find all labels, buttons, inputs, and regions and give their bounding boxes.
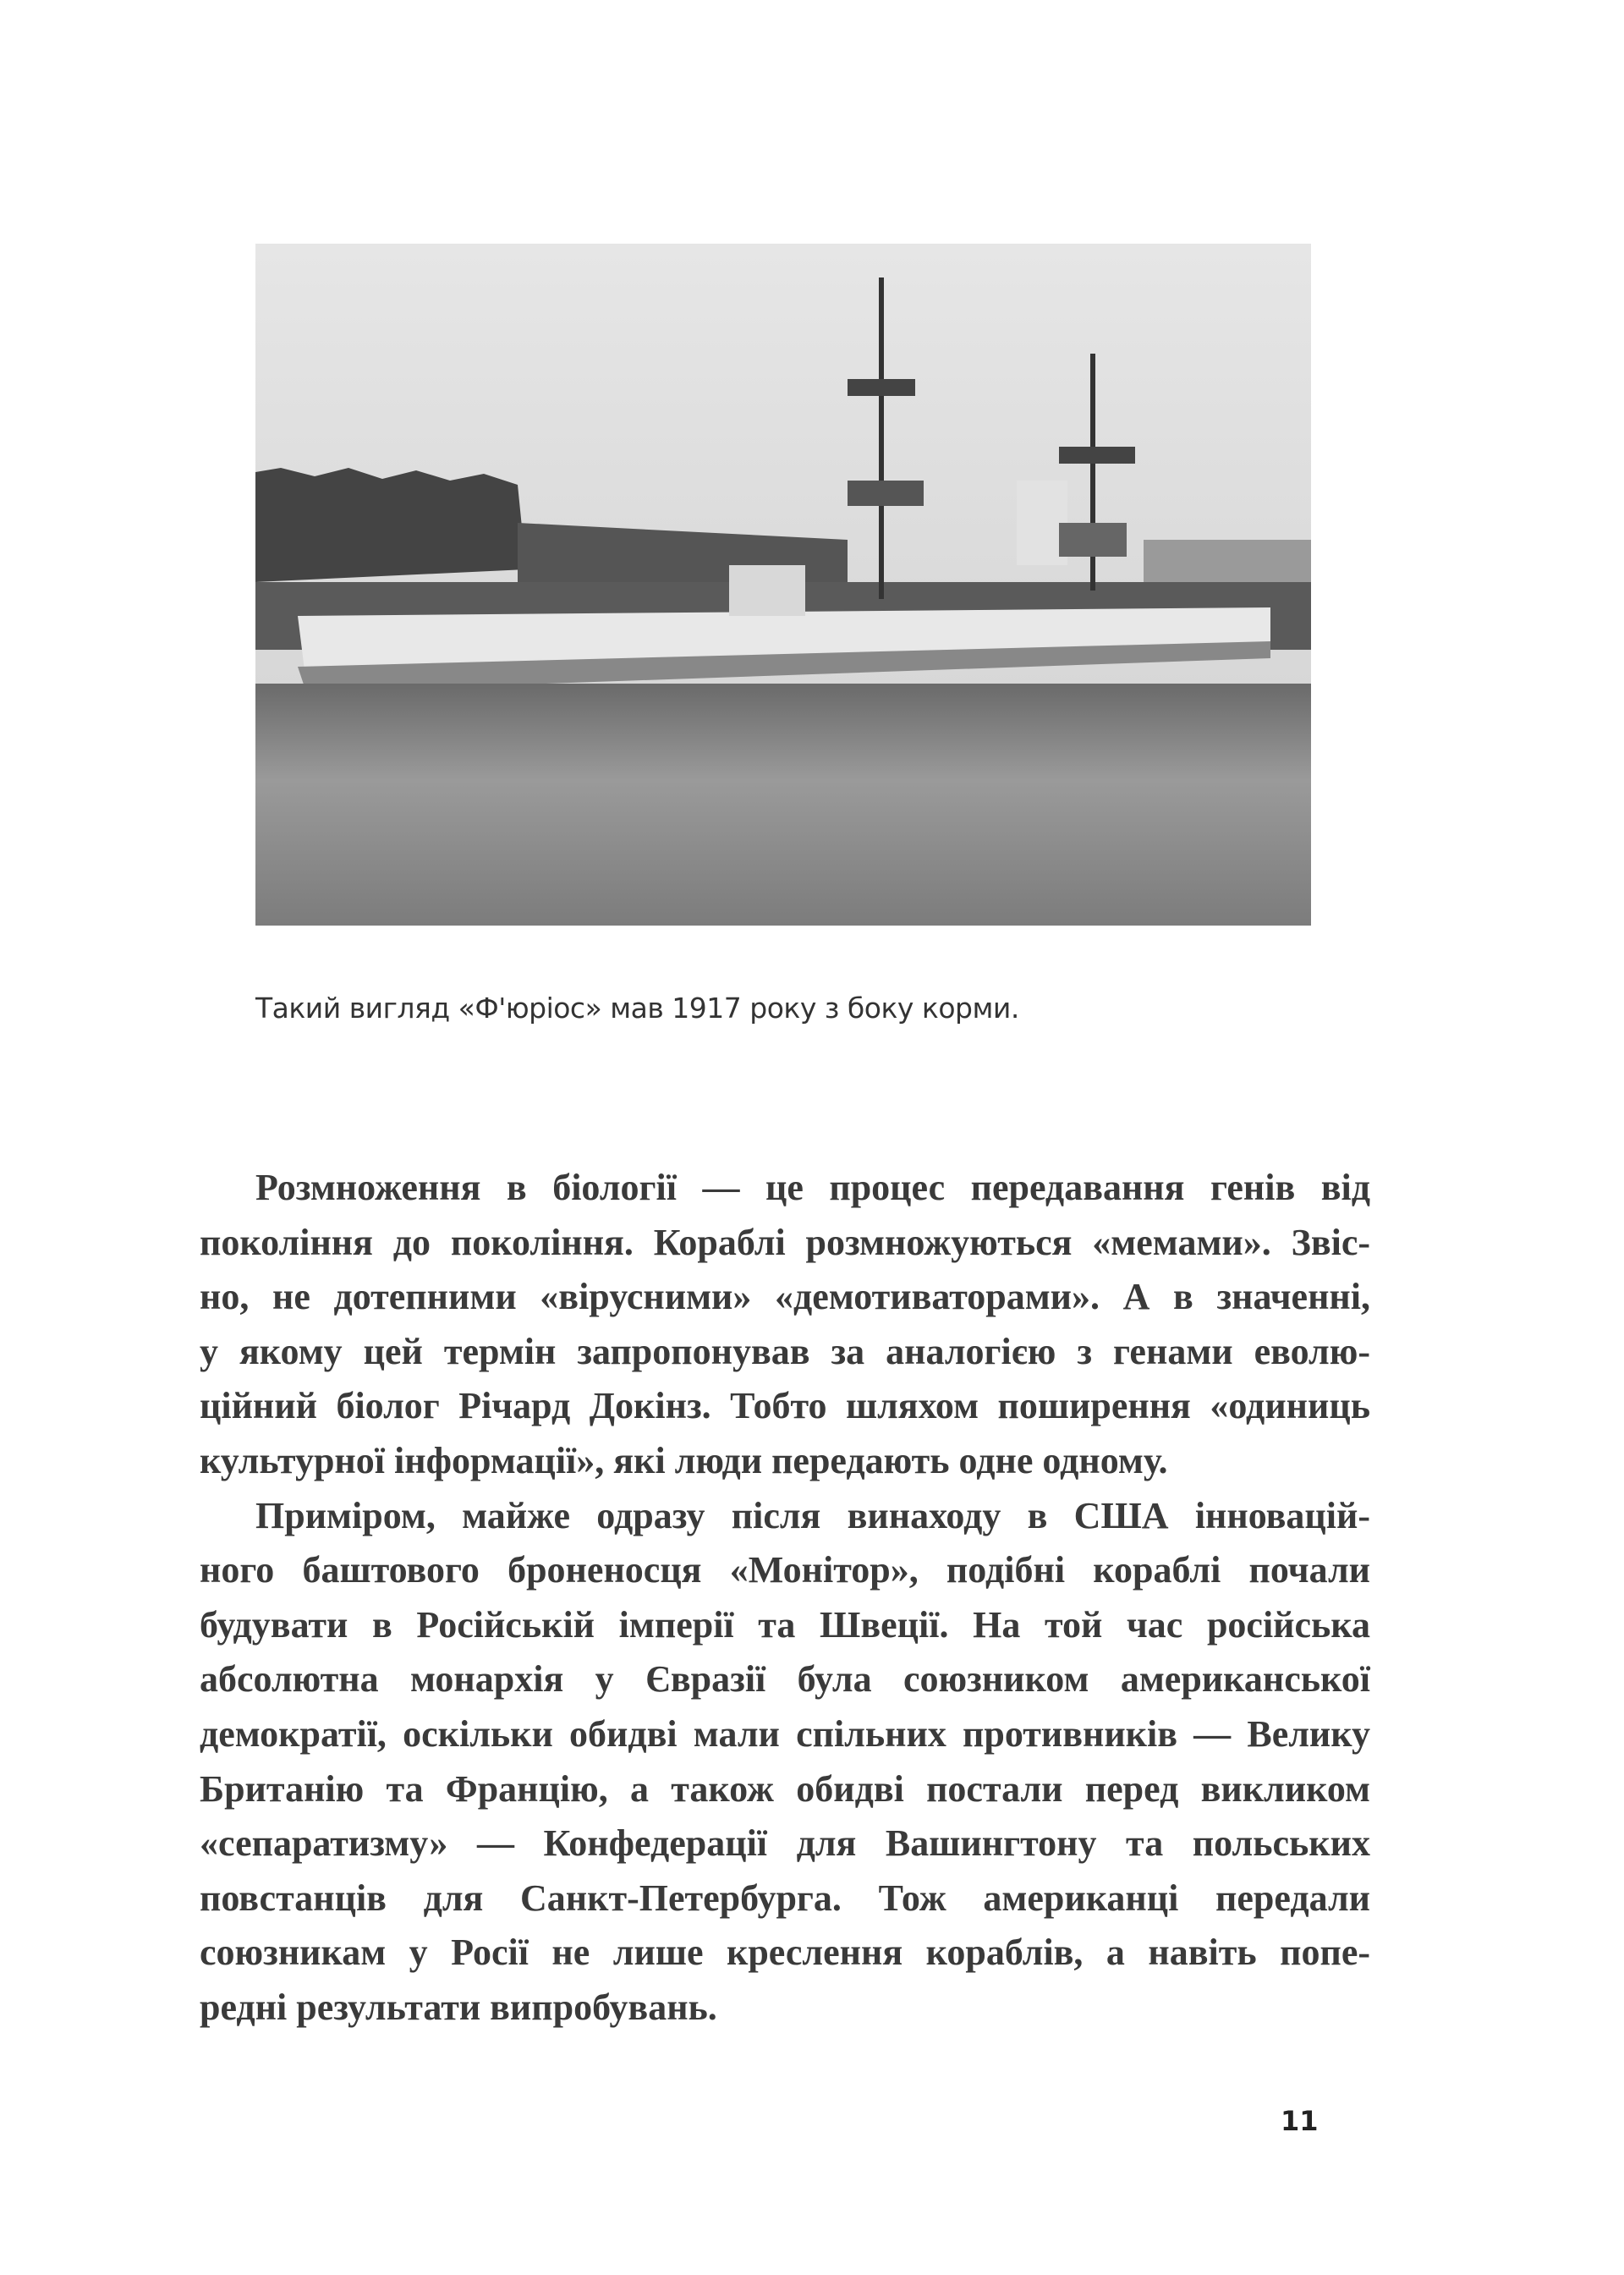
text-line: покоління до покоління. Кораблі розмножуються «мемами». Звіс- xyxy=(200,1221,1370,1263)
text-line: но, не дотепними «вірусними» «демотиваторами». А в значенні, xyxy=(200,1276,1370,1318)
figure-caption: Такий вигляд «Ф'юріос» мав 1917 року з боку корми. xyxy=(255,992,1019,1025)
text-line: «сепаратизму» — Конфедерації для Вашингтону та польських xyxy=(200,1822,1370,1865)
text-line: Британію та Францію, а також обидві постали перед викликом xyxy=(200,1767,1370,1810)
text-line: культурної інформації», які люди передають одне одному. xyxy=(200,1439,1168,1481)
text-line: Розмноження в біології — це процес передавання генів від xyxy=(255,1167,1370,1208)
text-line: редні результати випробувань. xyxy=(200,1986,717,2028)
text-line: ного баштового броненосця «Монітор», подібні кораблі почали xyxy=(200,1549,1370,1591)
text-line: будувати в Російській імперії та Швеції. На той час російська xyxy=(200,1603,1370,1646)
warship-photo xyxy=(255,244,1311,926)
text-line: ційний біолог Річард Докінз. Тобто шляхом поширення «одиниць xyxy=(200,1385,1370,1427)
text-line: Приміром, майже одразу після винаходу в США інновацій- xyxy=(255,1494,1370,1536)
text-line: повстанців для Санкт-Петербурга. Тож американці передали xyxy=(200,1877,1370,1919)
text-line: демократії, оскільки обидві мали спільних противників — Велику xyxy=(200,1712,1370,1755)
text-line: у якому цей термін запропонував за аналогією з генами еволю- xyxy=(200,1330,1370,1372)
page-number: 11 xyxy=(1281,2105,1319,2137)
text-line: союзникам у Росії не лише креслення кораблів, а навіть попе- xyxy=(200,1932,1370,1974)
text-line: абсолютна монархія у Євразії була союзником американської xyxy=(200,1658,1370,1701)
body-text xyxy=(200,1161,1370,2036)
